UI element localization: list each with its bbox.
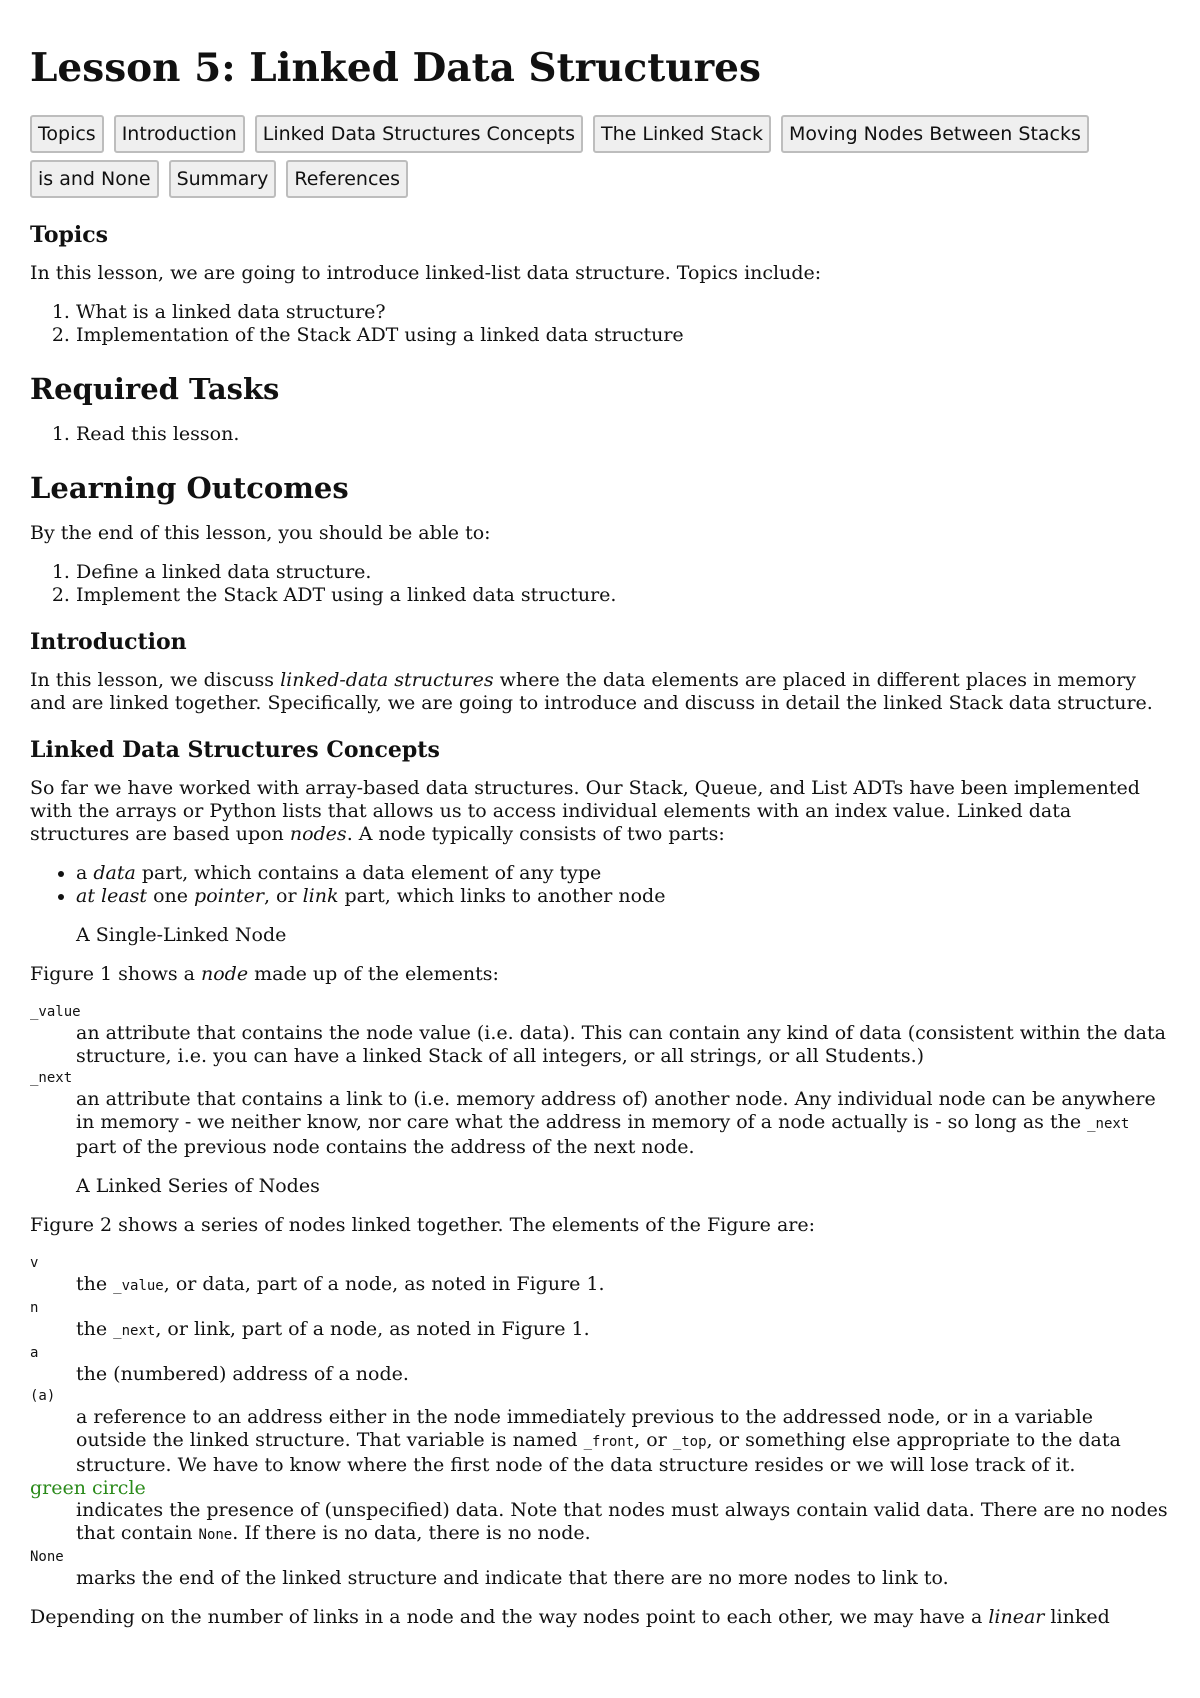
def-desc-none: marks the end of the linked structure and indicate that there are no more nodes to link to. [76, 1567, 949, 1589]
figure-2-text: Figure 2 shows a series of nodes linked together. The elements of the Figure are: [30, 1214, 816, 1236]
def-desc-a-ref: a reference to an address either in the node immediately previous to the addressed node, or in a variable outside the linked structure. That variable is named _front, or _top, or something else appropriate to the data structure. We have to know where the first node of the data structure resides or we will lose track of it. [76, 1406, 1121, 1476]
page-title: Lesson 5: Linked Data Structures [30, 45, 761, 91]
node-parts-list [30, 862, 1168, 908]
nav-topics-button[interactable]: Topics [30, 115, 104, 153]
nav-is-and-none-button[interactable]: is and None [30, 160, 159, 198]
figure-2-definitions [30, 1253, 1168, 1590]
figure-1-text: Figure 1 shows a node made up of the elements: [30, 963, 499, 985]
required-tasks-list [30, 423, 1168, 446]
def-term-v: v [30, 1255, 39, 1271]
figure-1-caption: A Single-Linked Node [76, 924, 287, 946]
def-term-none: None [30, 1549, 64, 1565]
nav-references-button[interactable]: References [286, 160, 408, 198]
nav-moving-nodes-button[interactable]: Moving Nodes Between Stacks [781, 115, 1089, 153]
def-desc-n: the _next, or link, part of a node, as noted in Figure 1. [76, 1318, 590, 1340]
def-term-n: n [30, 1300, 39, 1316]
section-nav [30, 115, 1168, 198]
list-item: 2. Implementation of the Stack ADT using a linked data structure [76, 324, 1168, 347]
topics-list [30, 301, 1168, 347]
introduction-heading: Introduction [30, 629, 187, 655]
outcomes-list [30, 561, 1168, 607]
def-desc-green-circle: indicates the presence of (unspecified) data. Note that nodes must always contain valid data. There are no nodes that contain None. If there is no data, there is no node. [76, 1499, 1168, 1544]
def-desc-a: the (numbered) address of a node. [76, 1363, 409, 1385]
nav-concepts-button[interactable]: Linked Data Structures Concepts [255, 115, 583, 153]
def-desc-v: the _value, or data, part of a node, as noted in Figure 1. [76, 1273, 605, 1295]
def-desc-value: an attribute that contains the node value (i.e. data). This can contain any kind of data (consistent within the data structure, i.e. you can have a linked Stack of all integers, or all strings, or all Students.) [76, 1022, 1166, 1067]
linear-linked-paragraph: Depending on the number of links in a node and the way nodes point to each other, we may have a linear linked [30, 1606, 1110, 1628]
nav-linked-stack-button[interactable]: The Linked Stack [593, 115, 771, 153]
def-term-a: a [30, 1345, 39, 1361]
list-item: 1. Define a linked data structure. [76, 561, 1168, 584]
concepts-heading: Linked Data Structures Concepts [30, 737, 440, 763]
list-item: 2. Implement the Stack ADT using a linked data structure. [76, 584, 1168, 607]
outcomes-intro: By the end of this lesson, you should be able to: [30, 522, 491, 544]
def-desc-next: an attribute that contains a link to (i.e. memory address of) another node. Any individual node can be anywhere in memory - we neither know, nor care what the address in memory of a node actually is - so long as the _next part of the previous node contains the address of the next node. [76, 1088, 1156, 1158]
def-term-a-ref: (a) [30, 1388, 56, 1404]
def-term-next: _next [30, 1070, 73, 1086]
list-item: 1. Read this lesson. [76, 423, 1168, 446]
nav-introduction-button[interactable]: Introduction [114, 115, 245, 153]
def-term-value: _value [30, 1004, 81, 1020]
list-item: 1. What is a linked data structure? [76, 301, 1168, 324]
required-tasks-heading: Required Tasks [30, 372, 280, 406]
concepts-paragraph: So far we have worked with array-based data structures. Our Stack, Queue, and List ADTs have been implemented with the arrays or Python lists that allows us to access individual elements with an index value. Linked data structures are based upon nodes. A node typically consists of two parts: [30, 777, 1140, 845]
introduction-paragraph: In this lesson, we discuss linked-data structures where the data elements are placed in different places in memory and are linked together. Specifically, we are going to introduce and discuss in detail the linked Stack data structure. [30, 669, 1153, 714]
list-item: • a data part, which contains a data element of any type [76, 862, 1168, 885]
topics-intro: In this lesson, we are going to introduce linked-list data structure. Topics include: [30, 262, 822, 284]
learning-outcomes-heading: Learning Outcomes [30, 471, 349, 505]
list-item: • at least one pointer, or link part, which links to another node [76, 885, 1168, 908]
topics-heading: Topics [30, 222, 109, 248]
nav-summary-button[interactable]: Summary [169, 160, 277, 198]
figure-1-definitions [30, 1002, 1168, 1159]
def-term-green-circle: green circle [30, 1477, 146, 1499]
figure-2-caption: A Linked Series of Nodes [76, 1175, 320, 1197]
